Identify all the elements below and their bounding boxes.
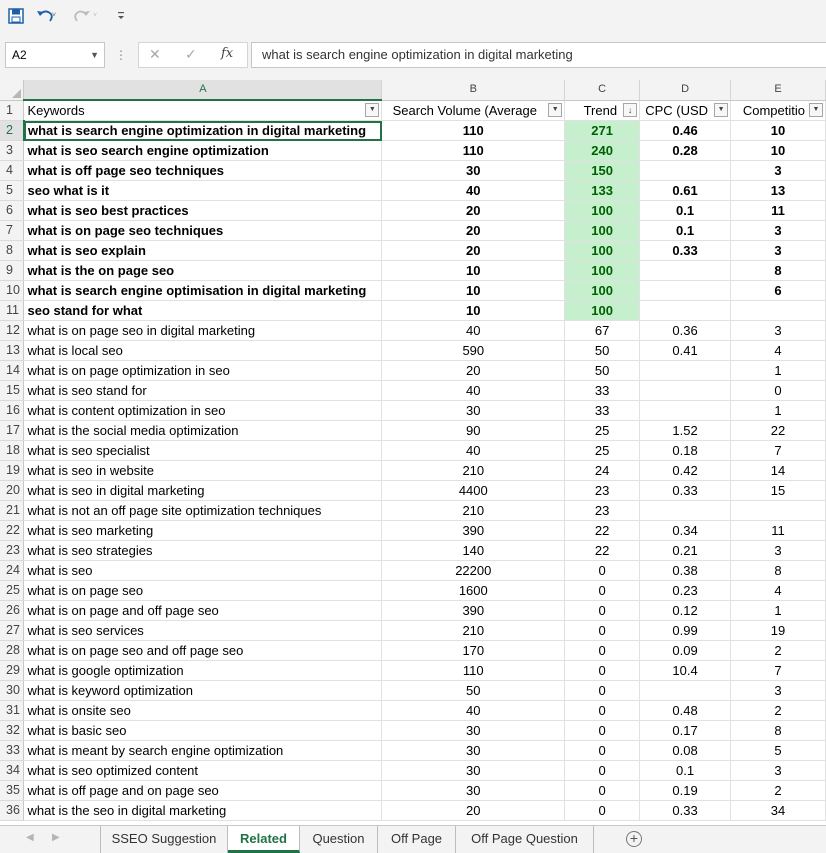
row-header[interactable]: 26 — [0, 601, 24, 621]
search-volume-cell[interactable]: 50 — [382, 681, 565, 701]
competition-cell[interactable]: 2 — [731, 641, 826, 661]
table-row — [0, 681, 826, 701]
trend-cell[interactable]: 0 — [565, 741, 640, 761]
cpc-cell[interactable] — [640, 281, 731, 301]
trend-cell[interactable]: 100 — [565, 281, 640, 301]
table-row — [0, 201, 826, 221]
table-row — [0, 161, 826, 181]
keyword-cell[interactable]: what is seo strategies — [24, 541, 382, 561]
row-header[interactable]: 3 — [0, 141, 24, 161]
keyword-cell[interactable]: what is seo search engine optimization — [24, 141, 382, 161]
row-header[interactable]: 18 — [0, 441, 24, 461]
competition-cell[interactable]: 3 — [731, 241, 826, 261]
keyword-cell[interactable]: what is google optimization — [24, 661, 382, 681]
search-volume-cell[interactable]: 110 — [382, 121, 565, 141]
keyword-cell[interactable]: what is on page seo in digital marketing — [24, 321, 382, 341]
competition-cell[interactable]: 2 — [731, 781, 826, 801]
row-header-1[interactable]: 1 — [0, 100, 24, 121]
search-volume-cell[interactable]: 30 — [382, 761, 565, 781]
competition-cell[interactable]: 8 — [731, 561, 826, 581]
filter-dropdown-icon[interactable]: ▼ — [714, 103, 728, 117]
cpc-cell[interactable]: 0.1 — [640, 761, 731, 781]
keyword-cell[interactable]: what is search engine optimization in digital marketing — [24, 121, 382, 141]
competition-cell[interactable]: 11 — [731, 521, 826, 541]
tab-question[interactable]: Question — [300, 826, 378, 853]
search-volume-cell[interactable]: 210 — [382, 501, 565, 521]
trend-cell[interactable]: 0 — [565, 801, 640, 821]
sheet-table — [0, 80, 826, 821]
cpc-cell[interactable]: 0.23 — [640, 581, 731, 601]
competition-cell[interactable]: 5 — [731, 741, 826, 761]
cpc-cell[interactable] — [640, 161, 731, 181]
trend-cell[interactable]: 33 — [565, 401, 640, 421]
cpc-cell[interactable]: 0.09 — [640, 641, 731, 661]
trend-cell[interactable]: 100 — [565, 301, 640, 321]
search-volume-cell[interactable]: 1600 — [382, 581, 565, 601]
table-row — [0, 761, 826, 781]
trend-cell[interactable]: 150 — [565, 161, 640, 181]
keyword-cell[interactable]: what is seo specialist — [24, 441, 382, 461]
search-volume-cell[interactable]: 30 — [382, 721, 565, 741]
header-search-volume[interactable] — [382, 100, 565, 121]
undo-icon[interactable] — [36, 6, 56, 26]
tab-sseo-suggestion[interactable]: SSEO Suggestion — [100, 826, 228, 853]
enter-icon[interactable]: ✓ — [185, 46, 197, 62]
column-header-e[interactable]: E — [731, 80, 826, 100]
trend-cell[interactable]: 24 — [565, 461, 640, 481]
row-header[interactable]: 13 — [0, 341, 24, 361]
keyword-cell[interactable]: what is seo best practices — [24, 201, 382, 221]
search-volume-cell[interactable]: 20 — [382, 221, 565, 241]
competition-cell[interactable]: 13 — [731, 181, 826, 201]
table-row — [0, 461, 826, 481]
row-header[interactable]: 10 — [0, 281, 24, 301]
trend-cell[interactable]: 0 — [565, 721, 640, 741]
table-row — [0, 641, 826, 661]
keyword-cell[interactable]: what is basic seo — [24, 721, 382, 741]
search-volume-cell[interactable]: 10 — [382, 281, 565, 301]
cpc-cell[interactable]: 0.08 — [640, 741, 731, 761]
search-volume-cell[interactable]: 210 — [382, 461, 565, 481]
row-header[interactable]: 30 — [0, 681, 24, 701]
trend-cell[interactable]: 100 — [565, 241, 640, 261]
search-volume-cell[interactable]: 20 — [382, 801, 565, 821]
cpc-cell[interactable] — [640, 261, 731, 281]
search-volume-cell[interactable]: 30 — [382, 741, 565, 761]
competition-cell[interactable]: 19 — [731, 621, 826, 641]
keyword-cell[interactable]: what is onsite seo — [24, 701, 382, 721]
trend-cell[interactable]: 50 — [565, 341, 640, 361]
competition-cell[interactable]: 3 — [731, 541, 826, 561]
cancel-icon[interactable]: ✕ — [149, 46, 161, 62]
keyword-cell[interactable]: what is seo marketing — [24, 521, 382, 541]
competition-cell[interactable]: 8 — [731, 261, 826, 281]
table-row — [0, 381, 826, 401]
trend-cell[interactable]: 100 — [565, 261, 640, 281]
cpc-cell[interactable]: 1.52 — [640, 421, 731, 441]
formula-input[interactable]: what is search engine optimization in digital marketing — [251, 42, 826, 68]
competition-cell[interactable]: 10 — [731, 141, 826, 161]
competition-cell[interactable]: 34 — [731, 801, 826, 821]
save-icon[interactable] — [8, 6, 24, 26]
header-trend-label: Trend — [583, 102, 618, 118]
row-header[interactable]: 24 — [0, 561, 24, 581]
trend-cell[interactable]: 0 — [565, 601, 640, 621]
cpc-cell[interactable] — [640, 361, 731, 381]
keyword-cell[interactable]: what is seo optimized content — [24, 761, 382, 781]
row-header[interactable]: 2 — [0, 121, 24, 141]
row-header[interactable]: 4 — [0, 161, 24, 181]
table-row — [0, 481, 826, 501]
table-row — [0, 181, 826, 201]
competition-cell[interactable]: 22 — [731, 421, 826, 441]
competition-cell[interactable]: 2 — [731, 701, 826, 721]
svg-text:˅: ˅ — [52, 12, 56, 19]
search-volume-cell[interactable]: 40 — [382, 381, 565, 401]
header-competition[interactable] — [731, 100, 826, 121]
sort-descending-icon[interactable]: ↓ — [623, 103, 637, 117]
add-sheet-icon[interactable]: + — [626, 831, 642, 847]
cpc-cell[interactable]: 0.61 — [640, 181, 731, 201]
table-row — [0, 321, 826, 341]
competition-cell[interactable] — [731, 501, 826, 521]
header-keywords-label: Keywords — [27, 103, 85, 118]
cpc-cell[interactable]: 0.42 — [640, 461, 731, 481]
name-box-dropdown-icon[interactable]: ▼ — [90, 50, 99, 60]
spreadsheet-grid[interactable] — [0, 80, 826, 825]
competition-cell[interactable]: 6 — [731, 281, 826, 301]
cpc-cell[interactable]: 0.48 — [640, 701, 731, 721]
cpc-cell[interactable]: 0.21 — [640, 541, 731, 561]
trend-cell[interactable]: 25 — [565, 421, 640, 441]
keyword-cell[interactable]: what is on page seo — [24, 581, 382, 601]
sheet-tab-bar — [0, 825, 826, 853]
formula-bar-resize-handle[interactable]: ⋮ — [115, 48, 126, 62]
keyword-cell[interactable]: what is the seo in digital marketing — [24, 801, 382, 821]
cpc-cell[interactable]: 0.17 — [640, 721, 731, 741]
cpc-cell[interactable]: 0.33 — [640, 241, 731, 261]
quick-access-toolbar — [0, 0, 826, 34]
keyword-cell[interactable]: what is on page seo and off page seo — [24, 641, 382, 661]
trend-cell[interactable]: 50 — [565, 361, 640, 381]
trend-cell[interactable]: 23 — [565, 481, 640, 501]
name-box-value: A2 — [12, 48, 27, 62]
trend-cell[interactable]: 0 — [565, 701, 640, 721]
select-all-corner[interactable] — [0, 80, 24, 100]
search-volume-cell[interactable]: 20 — [382, 201, 565, 221]
trend-cell[interactable]: 0 — [565, 641, 640, 661]
cpc-cell[interactable]: 0.18 — [640, 441, 731, 461]
table-row — [0, 661, 826, 681]
column-header-d[interactable]: D — [640, 80, 731, 100]
table-row — [0, 121, 826, 141]
keyword-cell[interactable]: what is on page and off page seo — [24, 601, 382, 621]
competition-cell[interactable]: 4 — [731, 341, 826, 361]
trend-cell[interactable]: 0 — [565, 661, 640, 681]
competition-cell[interactable]: 3 — [731, 221, 826, 241]
cpc-cell[interactable]: 0.12 — [640, 601, 731, 621]
search-volume-cell[interactable]: 170 — [382, 641, 565, 661]
keyword-cell[interactable]: what is not an off page site optimization techniques — [24, 501, 382, 521]
row-header[interactable]: 20 — [0, 481, 24, 501]
row-header[interactable]: 7 — [0, 221, 24, 241]
search-volume-cell[interactable]: 40 — [382, 441, 565, 461]
search-volume-cell[interactable]: 590 — [382, 341, 565, 361]
filter-dropdown-icon[interactable]: ▼ — [548, 103, 562, 117]
row-header[interactable]: 21 — [0, 501, 24, 521]
competition-cell[interactable]: 8 — [731, 721, 826, 741]
row-header[interactable]: 14 — [0, 361, 24, 381]
keyword-cell[interactable]: what is seo — [24, 561, 382, 581]
keyword-cell[interactable]: what is off page seo techniques — [24, 161, 382, 181]
row-header[interactable]: 36 — [0, 801, 24, 821]
keyword-cell[interactable]: what is the on page seo — [24, 261, 382, 281]
trend-cell[interactable]: 23 — [565, 501, 640, 521]
search-volume-cell[interactable]: 110 — [382, 141, 565, 161]
competition-cell[interactable]: 15 — [731, 481, 826, 501]
cpc-cell[interactable]: 0.36 — [640, 321, 731, 341]
competition-cell[interactable]: 1 — [731, 361, 826, 381]
cpc-cell[interactable]: 0.46 — [640, 121, 731, 141]
search-volume-cell[interactable]: 40 — [382, 181, 565, 201]
search-volume-cell[interactable]: 20 — [382, 241, 565, 261]
table-row — [0, 541, 826, 561]
cpc-cell[interactable] — [640, 381, 731, 401]
table-row — [0, 401, 826, 421]
trend-cell[interactable]: 0 — [565, 681, 640, 701]
keyword-cell[interactable]: what is seo explain — [24, 241, 382, 261]
cpc-cell[interactable]: 0.1 — [640, 201, 731, 221]
cpc-cell[interactable]: 0.34 — [640, 521, 731, 541]
search-volume-cell[interactable]: 20 — [382, 361, 565, 381]
table-row — [0, 601, 826, 621]
keyword-cell[interactable]: what is search engine optimisation in digital marketing — [24, 281, 382, 301]
competition-cell[interactable]: 14 — [731, 461, 826, 481]
row-header[interactable]: 11 — [0, 301, 24, 321]
competition-cell[interactable]: 7 — [731, 661, 826, 681]
competition-cell[interactable]: 4 — [731, 581, 826, 601]
keyword-cell[interactable]: what is seo in digital marketing — [24, 481, 382, 501]
cpc-cell[interactable]: 0.19 — [640, 781, 731, 801]
trend-cell[interactable]: 271 — [565, 121, 640, 141]
trend-cell[interactable]: 0 — [565, 581, 640, 601]
competition-cell[interactable]: 0 — [731, 381, 826, 401]
competition-cell[interactable]: 1 — [731, 401, 826, 421]
row-header[interactable]: 28 — [0, 641, 24, 661]
trend-cell[interactable]: 0 — [565, 621, 640, 641]
cpc-cell[interactable]: 0.41 — [640, 341, 731, 361]
competition-cell[interactable] — [731, 301, 826, 321]
search-volume-cell[interactable]: 390 — [382, 521, 565, 541]
trend-cell[interactable]: 0 — [565, 781, 640, 801]
redo-icon[interactable] — [74, 6, 100, 26]
keyword-cell[interactable]: what is meant by search engine optimization — [24, 741, 382, 761]
row-header[interactable]: 32 — [0, 721, 24, 741]
row-header[interactable]: 19 — [0, 461, 24, 481]
table-row — [0, 241, 826, 261]
table-row — [0, 621, 826, 641]
header-keywords[interactable] — [24, 100, 382, 121]
row-header[interactable]: 31 — [0, 701, 24, 721]
fx-icon[interactable]: fx — [221, 46, 234, 61]
cpc-cell[interactable] — [640, 501, 731, 521]
keyword-cell[interactable]: seo what is it — [24, 181, 382, 201]
table-row — [0, 281, 826, 301]
trend-cell[interactable]: 33 — [565, 381, 640, 401]
search-volume-cell[interactable]: 140 — [382, 541, 565, 561]
keyword-cell[interactable]: what is seo services — [24, 621, 382, 641]
row-header[interactable]: 5 — [0, 181, 24, 201]
table-row — [0, 301, 826, 321]
search-volume-cell[interactable]: 110 — [382, 661, 565, 681]
row-header[interactable]: 6 — [0, 201, 24, 221]
competition-cell[interactable]: 1 — [731, 601, 826, 621]
column-header-b[interactable]: B — [382, 80, 565, 100]
search-volume-cell[interactable]: 30 — [382, 161, 565, 181]
column-header-a[interactable]: A — [24, 80, 382, 100]
table-row — [0, 521, 826, 541]
table-row — [0, 561, 826, 581]
table-row — [0, 801, 826, 821]
row-header[interactable]: 27 — [0, 621, 24, 641]
row-header[interactable]: 16 — [0, 401, 24, 421]
table-row — [0, 701, 826, 721]
keyword-cell[interactable]: what is keyword optimization — [24, 681, 382, 701]
filter-dropdown-icon[interactable]: ▼ — [809, 103, 823, 117]
table-row — [0, 421, 826, 441]
row-header[interactable]: 34 — [0, 761, 24, 781]
row-header[interactable]: 12 — [0, 321, 24, 341]
column-header-c[interactable]: C — [565, 80, 640, 100]
table-row — [0, 741, 826, 761]
svg-text:˅: ˅ — [93, 12, 98, 19]
cpc-cell[interactable]: 0.33 — [640, 481, 731, 501]
scroll-tabs-left-icon[interactable]: ◀ — [26, 832, 34, 843]
row-header[interactable]: 17 — [0, 421, 24, 441]
header-search-volume-label: Search Volume (Average — [392, 102, 537, 118]
table-row — [0, 441, 826, 461]
row-header[interactable]: 29 — [0, 661, 24, 681]
scroll-tabs-right-icon[interactable]: ▶ — [52, 832, 60, 843]
row-header[interactable]: 23 — [0, 541, 24, 561]
table-row — [0, 261, 826, 281]
search-volume-cell[interactable]: 90 — [382, 421, 565, 441]
keyword-cell[interactable]: what is local seo — [24, 341, 382, 361]
header-row — [0, 100, 826, 121]
table-row — [0, 501, 826, 521]
trend-cell[interactable]: 25 — [565, 441, 640, 461]
header-competition-label: Competitio — [742, 102, 805, 118]
keyword-cell[interactable]: what is content optimization in seo — [24, 401, 382, 421]
header-trend[interactable] — [565, 100, 640, 121]
search-volume-cell[interactable]: 10 — [382, 261, 565, 281]
header-cpc-label: CPC (USD — [645, 102, 709, 118]
trend-cell[interactable]: 100 — [565, 201, 640, 221]
name-box[interactable] — [5, 42, 105, 68]
search-volume-cell[interactable]: 30 — [382, 781, 565, 801]
table-row — [0, 221, 826, 241]
trend-cell[interactable]: 67 — [565, 321, 640, 341]
cpc-cell[interactable] — [640, 401, 731, 421]
competition-cell[interactable]: 3 — [731, 321, 826, 341]
row-header[interactable]: 9 — [0, 261, 24, 281]
tab-related[interactable]: Related — [228, 826, 300, 853]
search-volume-cell[interactable]: 22200 — [382, 561, 565, 581]
trend-cell[interactable]: 240 — [565, 141, 640, 161]
cpc-cell[interactable]: 0.33 — [640, 801, 731, 821]
keyword-cell[interactable]: what is seo stand for — [24, 381, 382, 401]
row-header[interactable]: 35 — [0, 781, 24, 801]
table-row — [0, 341, 826, 361]
cpc-cell[interactable]: 0.99 — [640, 621, 731, 641]
keyword-cell[interactable]: what is seo in website — [24, 461, 382, 481]
formula-bar — [0, 34, 826, 80]
competition-cell[interactable]: 7 — [731, 441, 826, 461]
cpc-cell[interactable] — [640, 681, 731, 701]
table-row — [0, 141, 826, 161]
customize-qat-icon[interactable] — [116, 6, 126, 26]
keyword-cell[interactable]: seo stand for what — [24, 301, 382, 321]
trend-cell[interactable]: 22 — [565, 521, 640, 541]
search-volume-cell[interactable]: 10 — [382, 301, 565, 321]
search-volume-cell[interactable]: 390 — [382, 601, 565, 621]
table-row — [0, 721, 826, 741]
row-header[interactable]: 22 — [0, 521, 24, 541]
keyword-cell[interactable]: what is on page seo techniques — [24, 221, 382, 241]
search-volume-cell[interactable]: 30 — [382, 401, 565, 421]
trend-cell[interactable]: 0 — [565, 761, 640, 781]
trend-cell[interactable]: 100 — [565, 221, 640, 241]
keyword-cell[interactable]: what is on page optimization in seo — [24, 361, 382, 381]
table-row — [0, 781, 826, 801]
keyword-cell[interactable]: what is the social media optimization — [24, 421, 382, 441]
tab-off-page[interactable]: Off Page — [378, 826, 456, 853]
header-cpc[interactable] — [640, 100, 731, 121]
competition-cell[interactable]: 10 — [731, 121, 826, 141]
competition-cell[interactable]: 11 — [731, 201, 826, 221]
search-volume-cell[interactable]: 40 — [382, 321, 565, 341]
cpc-cell[interactable] — [640, 301, 731, 321]
filter-dropdown-icon[interactable]: ▼ — [365, 103, 379, 117]
formula-buttons — [138, 42, 248, 68]
tab-off-page-question[interactable]: Off Page Question — [456, 826, 594, 853]
table-row — [0, 581, 826, 601]
row-header[interactable]: 15 — [0, 381, 24, 401]
competition-cell[interactable]: 3 — [731, 161, 826, 181]
cpc-cell[interactable]: 10.4 — [640, 661, 731, 681]
search-volume-cell[interactable]: 210 — [382, 621, 565, 641]
cpc-cell[interactable]: 0.38 — [640, 561, 731, 581]
search-volume-cell[interactable]: 4400 — [382, 481, 565, 501]
trend-cell[interactable]: 0 — [565, 561, 640, 581]
trend-cell[interactable]: 133 — [565, 181, 640, 201]
competition-cell[interactable]: 3 — [731, 761, 826, 781]
trend-cell[interactable]: 22 — [565, 541, 640, 561]
keyword-cell[interactable]: what is off page and on page seo — [24, 781, 382, 801]
row-header[interactable]: 25 — [0, 581, 24, 601]
row-header[interactable]: 33 — [0, 741, 24, 761]
table-row — [0, 361, 826, 381]
cpc-cell[interactable]: 0.1 — [640, 221, 731, 241]
search-volume-cell[interactable]: 40 — [382, 701, 565, 721]
competition-cell[interactable]: 3 — [731, 681, 826, 701]
cpc-cell[interactable]: 0.28 — [640, 141, 731, 161]
row-header[interactable]: 8 — [0, 241, 24, 261]
